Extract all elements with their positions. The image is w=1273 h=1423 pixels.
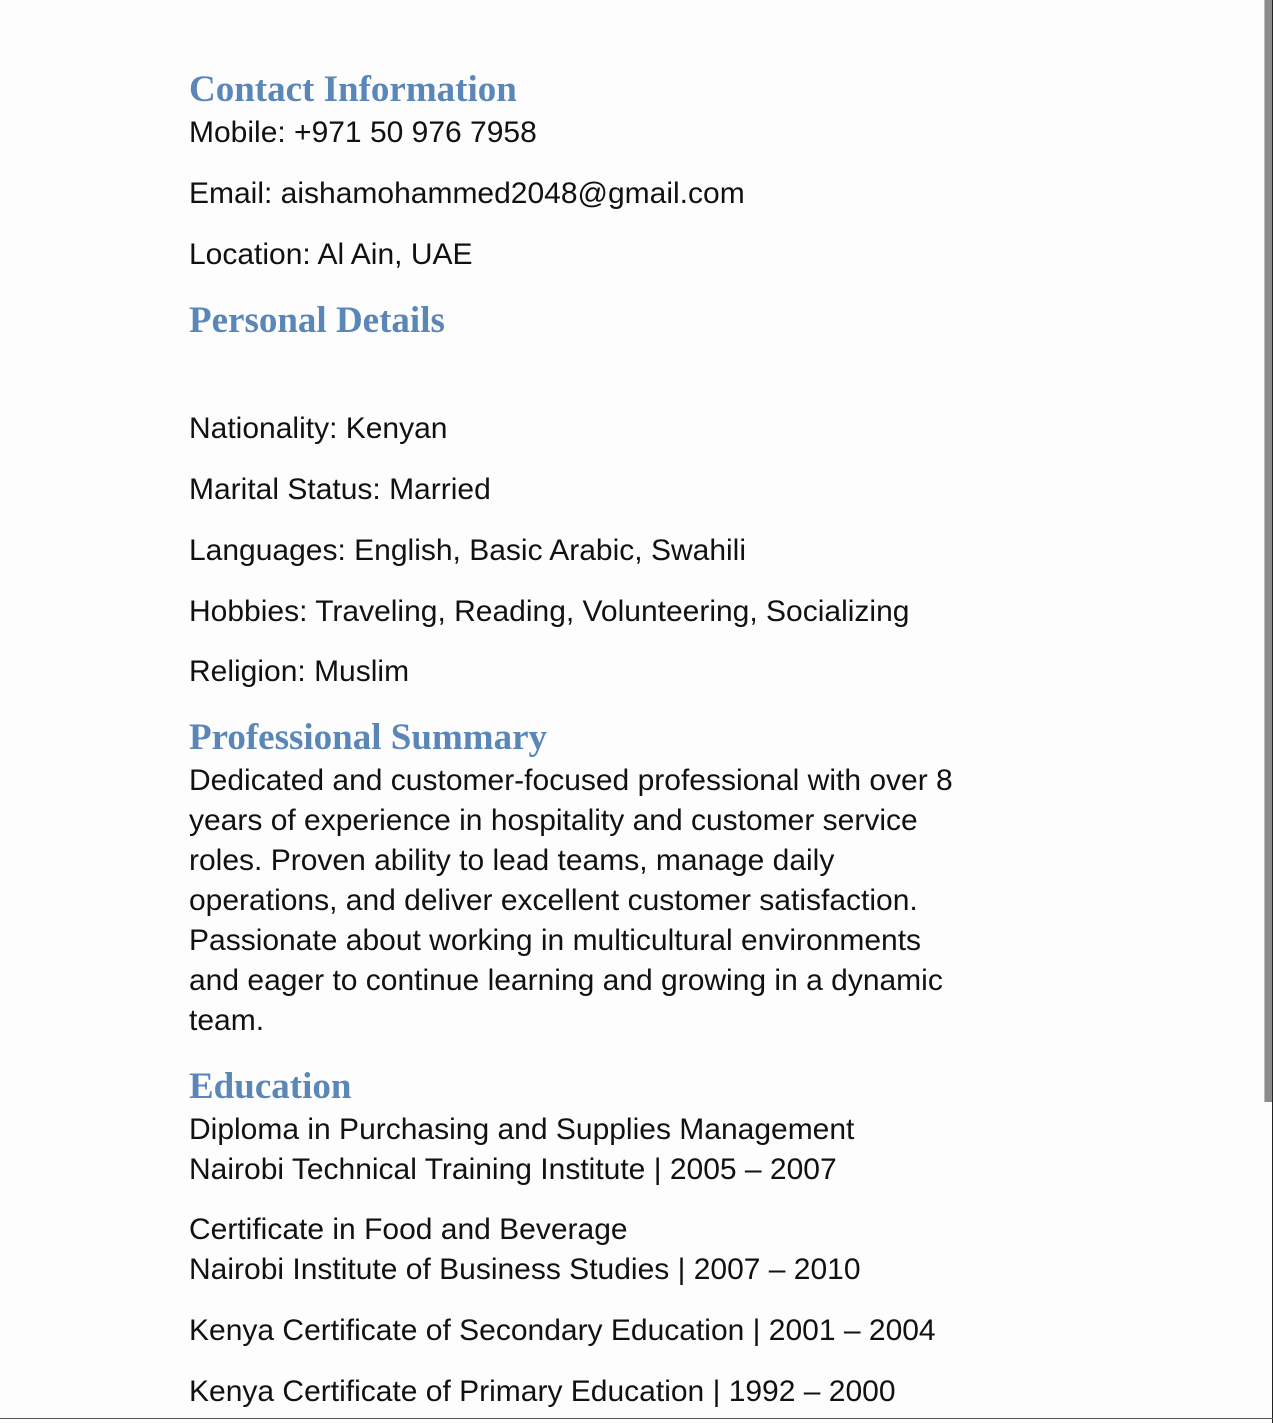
vertical-scrollbar[interactable] — [1264, 0, 1272, 1102]
education-detail: Nairobi Institute of Business Studies | 2007 – 2010 — [189, 1253, 861, 1286]
contact-mobile: Mobile: +971 50 976 7958 — [189, 116, 537, 149]
summary-heading: Professional Summary — [189, 717, 548, 758]
summary-line: Dedicated and customer-focused professional with over 8 — [189, 764, 953, 797]
personal-religion: Religion: Muslim — [189, 655, 410, 688]
summary-line: and eager to continue learning and growing in a dynamic — [189, 964, 943, 997]
personal-languages: Languages: English, Basic Arabic, Swahili — [189, 534, 746, 567]
education-detail: Nairobi Technical Training Institute | 2005 – 2007 — [189, 1153, 837, 1186]
summary-line: roles. Proven ability to lead teams, manage daily — [189, 844, 835, 877]
bottom-border — [0, 1418, 1273, 1419]
summary-line: team. — [189, 1004, 265, 1037]
summary-line: Passionate about working in multicultural environments — [189, 924, 922, 957]
contact-heading: Contact Information — [189, 69, 517, 110]
education-title: Kenya Certificate of Secondary Education | 2001 – 2004 — [189, 1314, 936, 1347]
personal-heading: Personal Details — [189, 300, 445, 341]
contact-location: Location: Al Ain, UAE — [189, 238, 473, 271]
summary-line: years of experience in hospitality and customer service — [189, 804, 918, 837]
education-title: Kenya Certificate of Primary Education | 1992 – 2000 — [189, 1375, 896, 1408]
education-title: Diploma in Purchasing and Supplies Management — [189, 1113, 855, 1146]
education-title: Certificate in Food and Beverage — [189, 1213, 628, 1246]
personal-nationality: Nationality: Kenyan — [189, 412, 448, 445]
personal-marital-status: Marital Status: Married — [189, 473, 491, 506]
summary-line: operations, and deliver excellent customer satisfaction. — [189, 884, 918, 917]
contact-email: Email: aishamohammed2048@gmail.com — [189, 177, 745, 210]
personal-hobbies: Hobbies: Traveling, Reading, Volunteering, Socializing — [189, 595, 910, 628]
education-heading: Education — [189, 1066, 352, 1107]
